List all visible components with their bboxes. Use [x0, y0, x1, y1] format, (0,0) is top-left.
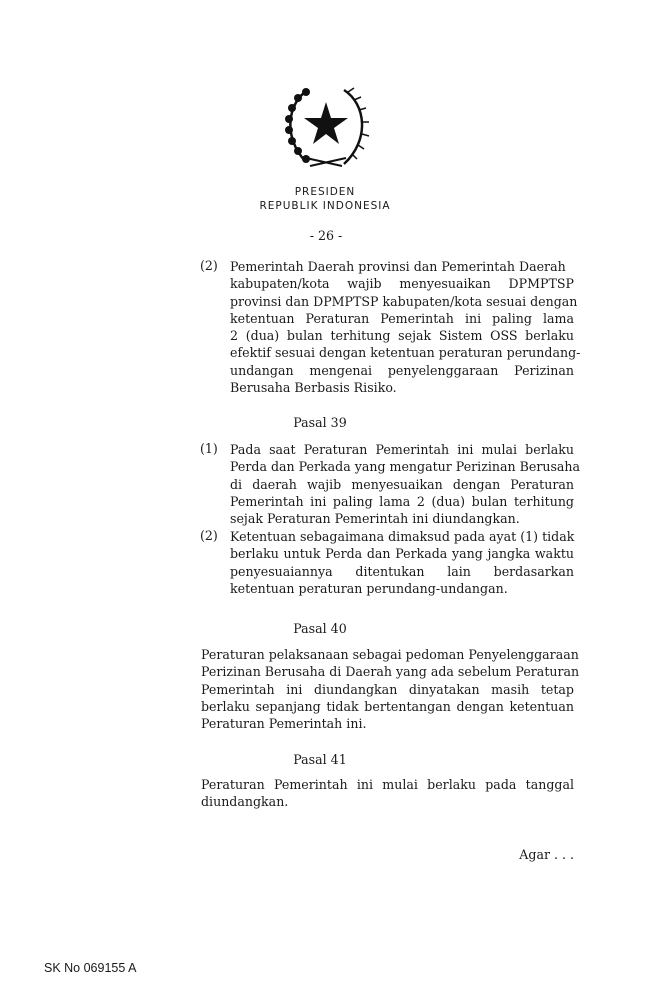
- paragraph-number: (2): [200, 528, 218, 543]
- garuda-star-emblem: [270, 82, 382, 174]
- continuation-catchword: Agar . . .: [519, 847, 574, 862]
- text-line: Pemerintah Daerah provinsi dan Pemerintah Daerah: [230, 259, 566, 274]
- text-line: undangan mengenai penyelenggaraan Perizinan: [230, 362, 574, 378]
- page-number: - 26 -: [309, 228, 343, 243]
- pasal-40-title: Pasal 40: [293, 621, 347, 636]
- pasal-40-body: [201, 646, 580, 732]
- text-line: Pemerintah ini diundangkan dinyatakan masih tetap: [201, 681, 574, 697]
- pasal-41-body: [201, 776, 574, 811]
- header-line1: PRESIDEN: [294, 186, 356, 198]
- text-line: Pemerintah ini paling lama 2 (dua) bulan terhitung: [230, 493, 574, 509]
- paragraph-number: (1): [200, 441, 218, 456]
- text-line: ketentuan Peraturan Pemerintah ini paling lama: [230, 310, 574, 326]
- text-line: Perizinan Berusaha di Daerah yang ada sebelum Peraturan: [201, 664, 580, 680]
- text-line: 2 (dua) bulan terhitung sejak Sistem OSS berlaku: [230, 328, 574, 344]
- paragraph-number: (2): [200, 258, 218, 273]
- text-line: penyesuaiannya ditentukan lain berdasarkan: [230, 563, 574, 579]
- text-line: Berusaha Berbasis Risiko.: [230, 380, 397, 396]
- text-line: kabupaten/kota wajib menyesuaikan DPMPTSP: [230, 276, 574, 292]
- text-line: diundangkan.: [201, 794, 289, 810]
- text-line: provinsi dan DPMPTSP kabupaten/kota sesuai dengan: [230, 293, 578, 309]
- pasal-41-title: Pasal 41: [293, 752, 347, 767]
- text-line: Perda dan Perkada yang mengatur Perizinan Berusaha: [230, 459, 581, 475]
- text-line: berlaku sepanjang tidak bertentangan dengan ketentuan: [201, 698, 574, 714]
- text-line: ketentuan peraturan perundang-undangan.: [230, 580, 508, 596]
- header-line2: REPUBLIK INDONESIA: [259, 200, 391, 212]
- text-line: Ketentuan sebagaimana dimaksud pada ayat (1) tidak: [230, 529, 575, 544]
- text-line: Peraturan Pemerintah ini mulai berlaku pada tanggal: [201, 777, 574, 792]
- text-line: Peraturan Pemerintah ini.: [201, 716, 367, 732]
- text-line: Peraturan pelaksanaan sebagai pedoman Penyelenggaraan: [201, 647, 579, 662]
- pasal-39-title: Pasal 39: [293, 415, 347, 430]
- footer-sk-number: SK No 069155 A: [44, 961, 137, 975]
- text-line: efektif sesuai dengan ketentuan peraturan perundang-: [230, 345, 581, 361]
- text-line: Pada saat Peraturan Pemerintah ini mulai berlaku: [230, 442, 574, 457]
- text-line: di daerah wajib menyesuaikan dengan Peraturan: [230, 476, 574, 492]
- text-line: berlaku untuk Perda dan Perkada yang jangka waktu: [230, 546, 574, 562]
- text-line: sejak Peraturan Pemerintah ini diundangkan.: [230, 511, 520, 527]
